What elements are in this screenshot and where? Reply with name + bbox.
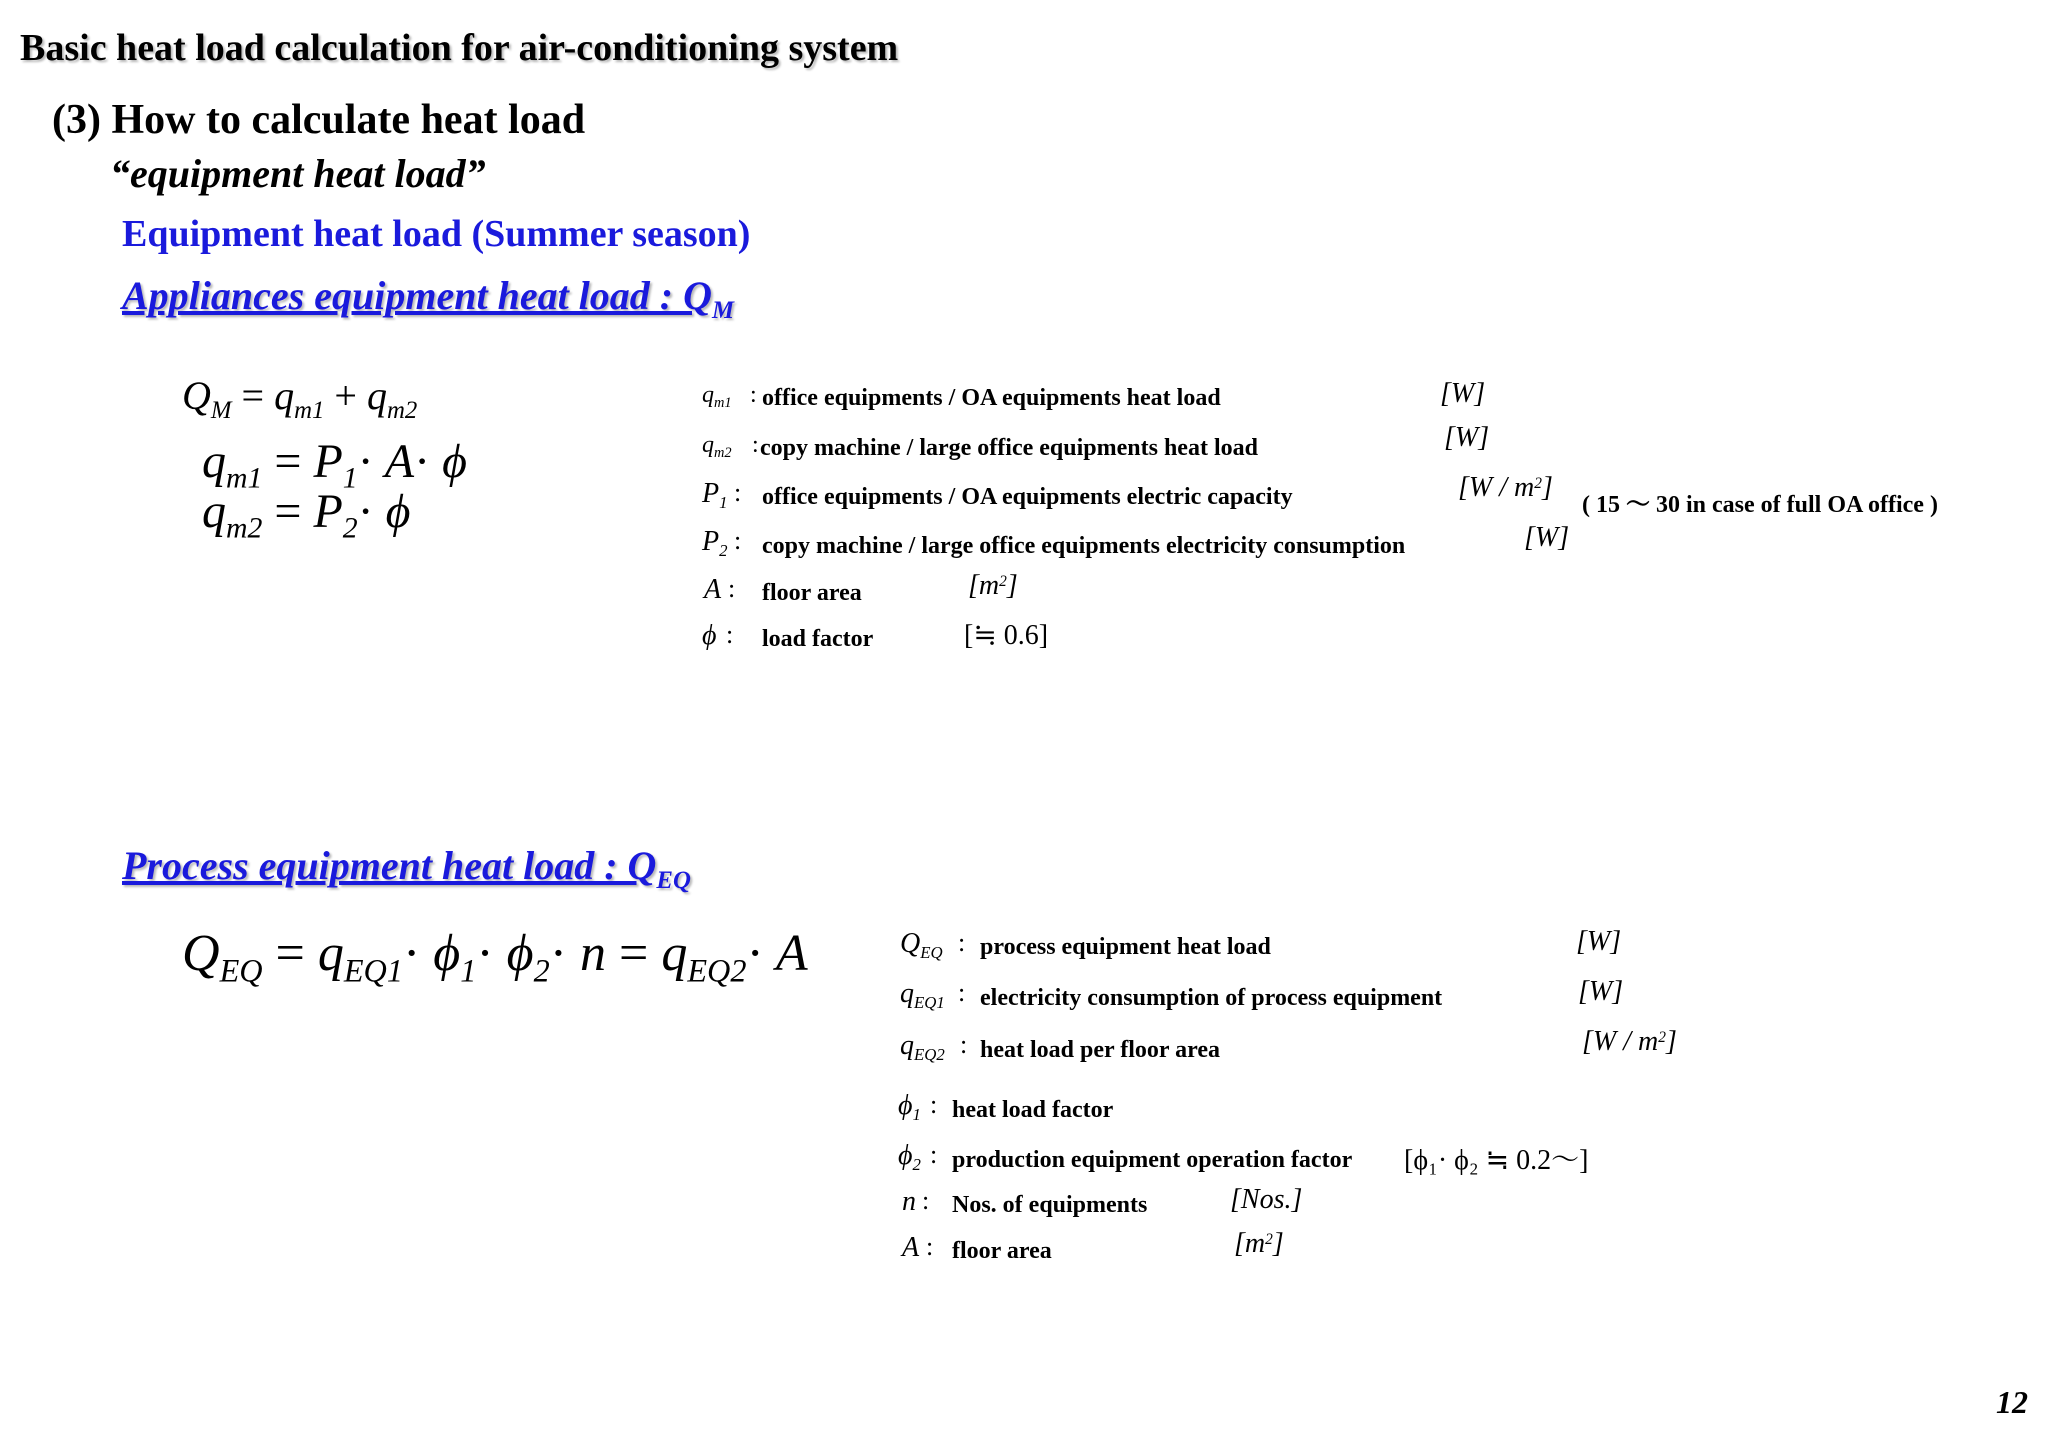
def-symbol: $\phi_1$: [898, 1090, 921, 1124]
def-unit: $[m^2]$: [968, 570, 1018, 601]
def-label: office equipments / OA equipments heat load: [762, 385, 1221, 411]
def-unit: [W]: [1576, 926, 1622, 957]
def-label: heat load factor: [952, 1097, 1114, 1123]
eq-symbol: ϕ: [442, 435, 467, 488]
def-symbol: ϕ: [702, 620, 717, 651]
eq-dot: ·: [549, 925, 568, 982]
slide-title: Basic heat load calculation for air-conditioning system: [20, 27, 899, 69]
eq-dot: ·: [357, 485, 374, 538]
page-number: 12: [1996, 1384, 2028, 1420]
def-label: copy machine / large office equipments heat load: [760, 435, 1258, 461]
def-unit: [W]: [1444, 422, 1490, 453]
def-colon: :: [726, 620, 734, 649]
def-unit: [ϕ₁· ϕ₂ ≒ 0.2～]: [1404, 1145, 1589, 1176]
summer-heading: Equipment heat load (Summer season): [122, 213, 751, 255]
eq-symbol: q: [202, 435, 226, 488]
def-symbol: $\phi_2$: [898, 1140, 921, 1174]
eq-subscript: EQ2: [687, 952, 747, 989]
eq-symbol: q: [274, 373, 295, 418]
eq-dot: ·: [357, 435, 374, 488]
def-unit: [W]: [1440, 378, 1486, 409]
eq-operator: =: [275, 925, 305, 982]
def-colon: :: [752, 432, 759, 458]
def-symbol: $Q_{EQ}$: [900, 928, 943, 962]
def-colon: :: [734, 478, 742, 507]
def-symbol: $P_2$: [702, 526, 728, 560]
eq-symbol: ϕ: [506, 925, 534, 982]
def-colon: :: [728, 574, 736, 603]
process-heading-sub: EQ: [656, 867, 691, 894]
equation-qeq: [182, 924, 808, 989]
def-symbol: A: [704, 574, 722, 605]
def-unit: $[W / m^2]$: [1458, 472, 1553, 503]
eq-dot: ·: [476, 925, 494, 982]
appliances-heading: [122, 272, 734, 325]
eq-subscript: m1: [294, 397, 325, 424]
def-label: Nos. of equipments: [952, 1192, 1148, 1218]
def-unit: [≒ 0.6]: [964, 620, 1049, 651]
eq-symbol: ϕ: [433, 925, 461, 982]
def-unit: [W]: [1578, 976, 1624, 1007]
eq-symbol: Q: [182, 373, 211, 418]
eq-subscript: M: [210, 397, 232, 424]
eq-operator: +: [334, 373, 357, 418]
def-unit: [W]: [1524, 522, 1570, 553]
eq-symbol: q: [317, 925, 344, 982]
eq-operator: =: [274, 435, 302, 488]
eq-subscript: EQ: [219, 952, 263, 989]
process-heading: [122, 842, 691, 895]
def-symbol: n: [902, 1186, 916, 1217]
def-label: heat load per floor area: [980, 1037, 1220, 1063]
eq-symbol: n: [580, 925, 607, 982]
eq-subscript: m2: [226, 511, 263, 545]
eq-symbol: P: [313, 485, 343, 538]
eq-dot: ·: [746, 925, 764, 982]
def-colon: :: [958, 928, 966, 957]
eq-symbol: q: [366, 373, 387, 418]
def-colon: :: [958, 978, 966, 1007]
eq-subscript: 2: [342, 511, 358, 545]
def-unit: $[m^2]$: [1234, 1228, 1284, 1259]
eq-symbol: Q: [182, 925, 220, 982]
equation-qm: [182, 372, 417, 425]
def-symbol: A: [902, 1232, 920, 1263]
def-colon: :: [930, 1140, 938, 1169]
def-colon: :: [734, 526, 742, 555]
def-label: office equipments / OA equipments electric capacity: [762, 484, 1293, 510]
eq-operator: =: [241, 373, 265, 418]
def-label: load factor: [762, 626, 874, 652]
eq-symbol: q: [202, 485, 226, 538]
def-symbol: $q_{EQ2}$: [900, 1030, 945, 1064]
eq-subscript: 1: [342, 461, 358, 495]
eq-dot: ·: [414, 435, 431, 488]
eq-subscript: m2: [386, 397, 418, 424]
def-symbol: $q_{EQ1}$: [900, 978, 945, 1012]
def-label: production equipment operation factor: [952, 1147, 1353, 1173]
def-label: process equipment heat load: [980, 934, 1271, 960]
eq-subscript: EQ1: [343, 952, 403, 989]
eq-subscript: m1: [226, 461, 263, 495]
eq-symbol: ϕ: [385, 485, 411, 538]
def-label: floor area: [952, 1238, 1052, 1264]
def-unit: [Nos.]: [1230, 1184, 1303, 1215]
def-colon: :: [750, 382, 757, 408]
eq-subscript: 1: [460, 952, 477, 989]
appliances-heading-text: Appliances equipment heat load : Q: [122, 273, 712, 318]
eq-symbol: A: [775, 925, 808, 982]
equation-qm2: [202, 484, 410, 546]
def-colon: :: [930, 1090, 938, 1119]
def-symbol: $P_1$: [702, 478, 728, 512]
subsection-heading: “equipment heat load”: [110, 151, 486, 196]
def-colon: :: [922, 1186, 930, 1215]
def-label: copy machine / large office equipments electricity consumption: [762, 533, 1406, 559]
def-colon: :: [926, 1232, 934, 1261]
eq-operator: =: [619, 925, 649, 982]
def-unit: $[W / m^2]$: [1582, 1026, 1677, 1057]
eq-subscript: 2: [533, 952, 550, 989]
def-label: electricity consumption of process equipment: [980, 985, 1443, 1011]
def-label: floor area: [762, 580, 862, 606]
def-note: ( 15 ～ 30 in case of full OA office ): [1582, 492, 1938, 518]
eq-symbol: A: [384, 435, 415, 488]
eq-dot: ·: [402, 925, 421, 982]
section-heading: (3) How to calculate heat load: [52, 97, 586, 143]
def-symbol: $q_{m2}$: [702, 432, 732, 462]
eq-symbol: P: [313, 435, 343, 488]
def-symbol: $q_{m1}$: [702, 382, 732, 412]
appliances-heading-sub: M: [712, 297, 735, 324]
eq-operator: =: [274, 485, 302, 538]
eq-symbol: q: [661, 925, 688, 982]
def-colon: :: [960, 1030, 968, 1059]
process-heading-text: Process equipment heat load : Q: [122, 843, 657, 888]
